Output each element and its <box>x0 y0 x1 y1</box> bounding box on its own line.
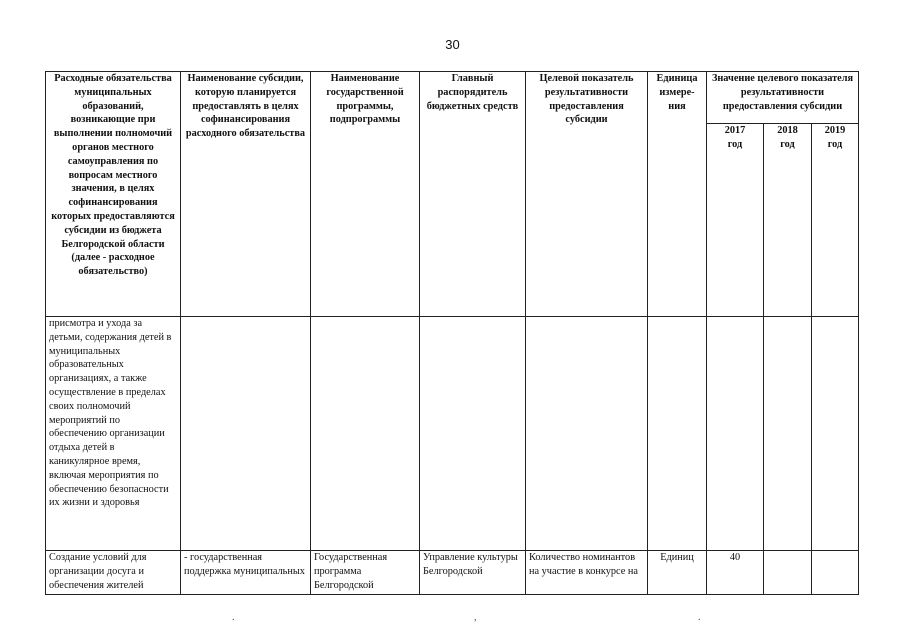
cell-subsidy-name: - государственная поддержка муниципальных <box>181 551 311 595</box>
header-obligation: Расходные обязательства муниципальных образований, возникающие при выполнении полномочий органов местного самоуправления по вопросам местного значения, в целях софинансирования которых предоставляются субсидии из бюджета Белгородской области (далее - расходное обязательство) <box>46 72 181 317</box>
scan-speck: , <box>474 612 477 623</box>
scan-speck: . <box>232 612 235 623</box>
cell-unit <box>648 317 707 551</box>
year-suffix: год <box>827 138 843 150</box>
cell-target-indicator: Количество номинантов на участие в конкурсе на <box>526 551 648 595</box>
cell-value-2019 <box>812 551 859 595</box>
cell-value-2019 <box>812 317 859 551</box>
header-unit: Единица измере-ния <box>648 72 707 317</box>
header-target-indicator: Целевой показатель результативности предоставления субсидии <box>526 72 648 317</box>
cell-obligation: Создание условий для организации досуга и обеспечения жителей <box>46 551 181 595</box>
header-program: Наименование государственной программы, подпрограммы <box>311 72 420 317</box>
cell-obligation: присмотра и ухода за детьми, содержания детей в муниципальных образовательных организациях, а также осуществление в пределах своих полномочий мероприятий по обеспечению организации отдыха детей в каникулярное время, включая мероприятия по обеспечению безопасности их жизни и здоровья <box>46 317 181 551</box>
header-values-group: Значение целевого показателя результативности предоставления субсидии <box>707 72 859 124</box>
year-suffix: год <box>727 138 743 150</box>
cell-unit: Единиц <box>648 551 707 595</box>
year-label: 2019 <box>824 125 846 136</box>
cell-value-2017 <box>707 317 764 551</box>
year-suffix: год <box>780 138 795 150</box>
cell-program <box>311 317 420 551</box>
header-subsidy-name: Наименование субсидии, которую планируется предоставлять в целях софинансирования расходного обязательства <box>181 72 311 317</box>
table-row <box>46 317 859 551</box>
cell-value-2018 <box>764 551 812 595</box>
cell-budget-manager <box>420 317 526 551</box>
cell-subsidy-name <box>181 317 311 551</box>
header-year-2018 <box>764 124 812 317</box>
scan-speck: . <box>698 612 701 623</box>
page-number: 30 <box>445 37 460 52</box>
cell-budget-manager: Управление культуры Белгородской <box>420 551 526 595</box>
header-year-2017 <box>707 124 764 317</box>
cell-target-indicator <box>526 317 648 551</box>
cell-value-2017: 40 <box>707 551 764 595</box>
table-row <box>46 551 859 595</box>
header-year-2019 <box>812 124 859 317</box>
subsidy-table <box>45 71 859 595</box>
cell-program: Государственная программа Белгородской <box>311 551 420 595</box>
year-label: 2018 <box>777 125 798 136</box>
cell-value-2018 <box>764 317 812 551</box>
year-label: 2017 <box>724 125 746 136</box>
header-budget-manager: Главный распорядитель бюджетных средств <box>420 72 526 317</box>
